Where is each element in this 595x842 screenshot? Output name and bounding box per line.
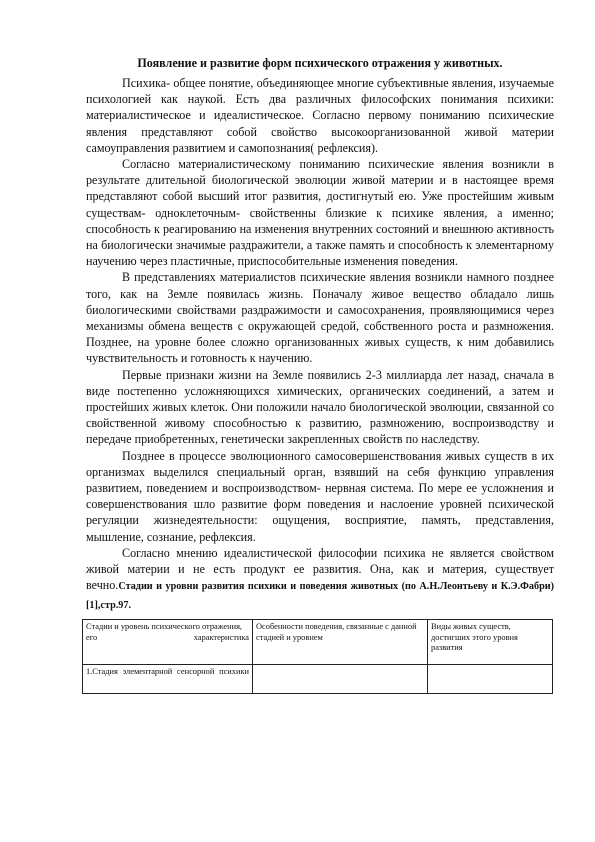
paragraph-5: Позднее в процессе эволюционного самосовершенствования живых существ в их организмах выделился специальный орган, взявший на себя функцию управления развитием, поведением и воспроизводством- нервная система. По мере ее усложнения и совершенствования шло развитие форм поведения и наслоение уровней психической регуляции жизнедеятельности: ощущения, восприятие, память, представления, мышление, сознание, рефлексия. — [86, 448, 554, 544]
paragraph-6 — [86, 545, 554, 614]
document-title: Появление и развитие форм психического отражения у животных. — [137, 56, 503, 70]
table-header-behavior: Особенности поведения, связанные с данной стадией и уровнем — [253, 619, 428, 664]
table-cell-behavior — [253, 664, 428, 693]
stages-table — [82, 619, 553, 694]
paragraph-4: Первые признаки жизни на Земле появились 2-3 миллиарда лет назад, сначала в виде постепенно усложняющихся химических, органических соединений, а затем и простейших живых клеток. Они положили начало биологической эволюции, связанной со свойственной живому способностью к развитию, размножению, воспроизводству и передаче приобретенных, генетически закрепленных свойств по наследству. — [86, 367, 554, 447]
table-cell-species — [428, 664, 553, 693]
paragraph-1: Психика- общее понятие, объединяющее многие субъективные явления, изучаемые психологией как наукой. Есть два различных философских понимания психики: материалистическое и идеалистическое. Согласно первому пониманию психические явления представляют собой свойство высокоорганизованной живой материи самоуправления развитием и самопознания( рефлексия). — [86, 76, 554, 155]
paragraph-2: Согласно материалистическому пониманию психические явления возникли в результате длительной биологической эволюции живой материи и в настоящее время представляют собой высший итог развития, достигнутый ею. Уже простейшим живым существам- одноклеточным- свойственны близкие к психике явления, а именно; способность к реагированию на изменения внутренних состояний и внешнюю активность на биологически значимые раздражители, а также память и способность к элементарному научению через пластичные, приспособительные изменения поведения. — [86, 157, 554, 269]
table-row — [83, 664, 553, 693]
table-header-species: Виды живых существ, достигших этого уровня развития — [428, 619, 553, 664]
table-header-stage: Стадии и уровень психического отражения, его характеристика — [83, 619, 253, 664]
table-header-row — [83, 619, 553, 664]
paragraph-3: В представлениях материалистов психические явления возникли намного позднее того, как на Земле появилась жизнь. Поначалу живое вещество обладало лишь биологическими свойствами раздражимости и самосохранения, проявляющимися через механизмы обмена веществ с окружающей средой, собственного роста и размножения. Позднее, на уровне более сложно организованных живых существ, к ним добавились чувствительность и готовность к научению. — [86, 270, 554, 366]
table-cell-stage: 1.Стадия элементарной сенсорной психики — [83, 664, 253, 693]
table-caption: Стадии и уровни развития психики и поведения животных (по А.Н.Леонтьеву и К.Э.Фабри) [1],стр.97. — [86, 581, 554, 611]
document-body — [86, 55, 554, 694]
paragraph-6-text: Согласно мнению идеалистической философии психика не является свойством живой материи и не есть продукт ее развития. Она, как и материя, существует вечно. — [86, 545, 554, 593]
